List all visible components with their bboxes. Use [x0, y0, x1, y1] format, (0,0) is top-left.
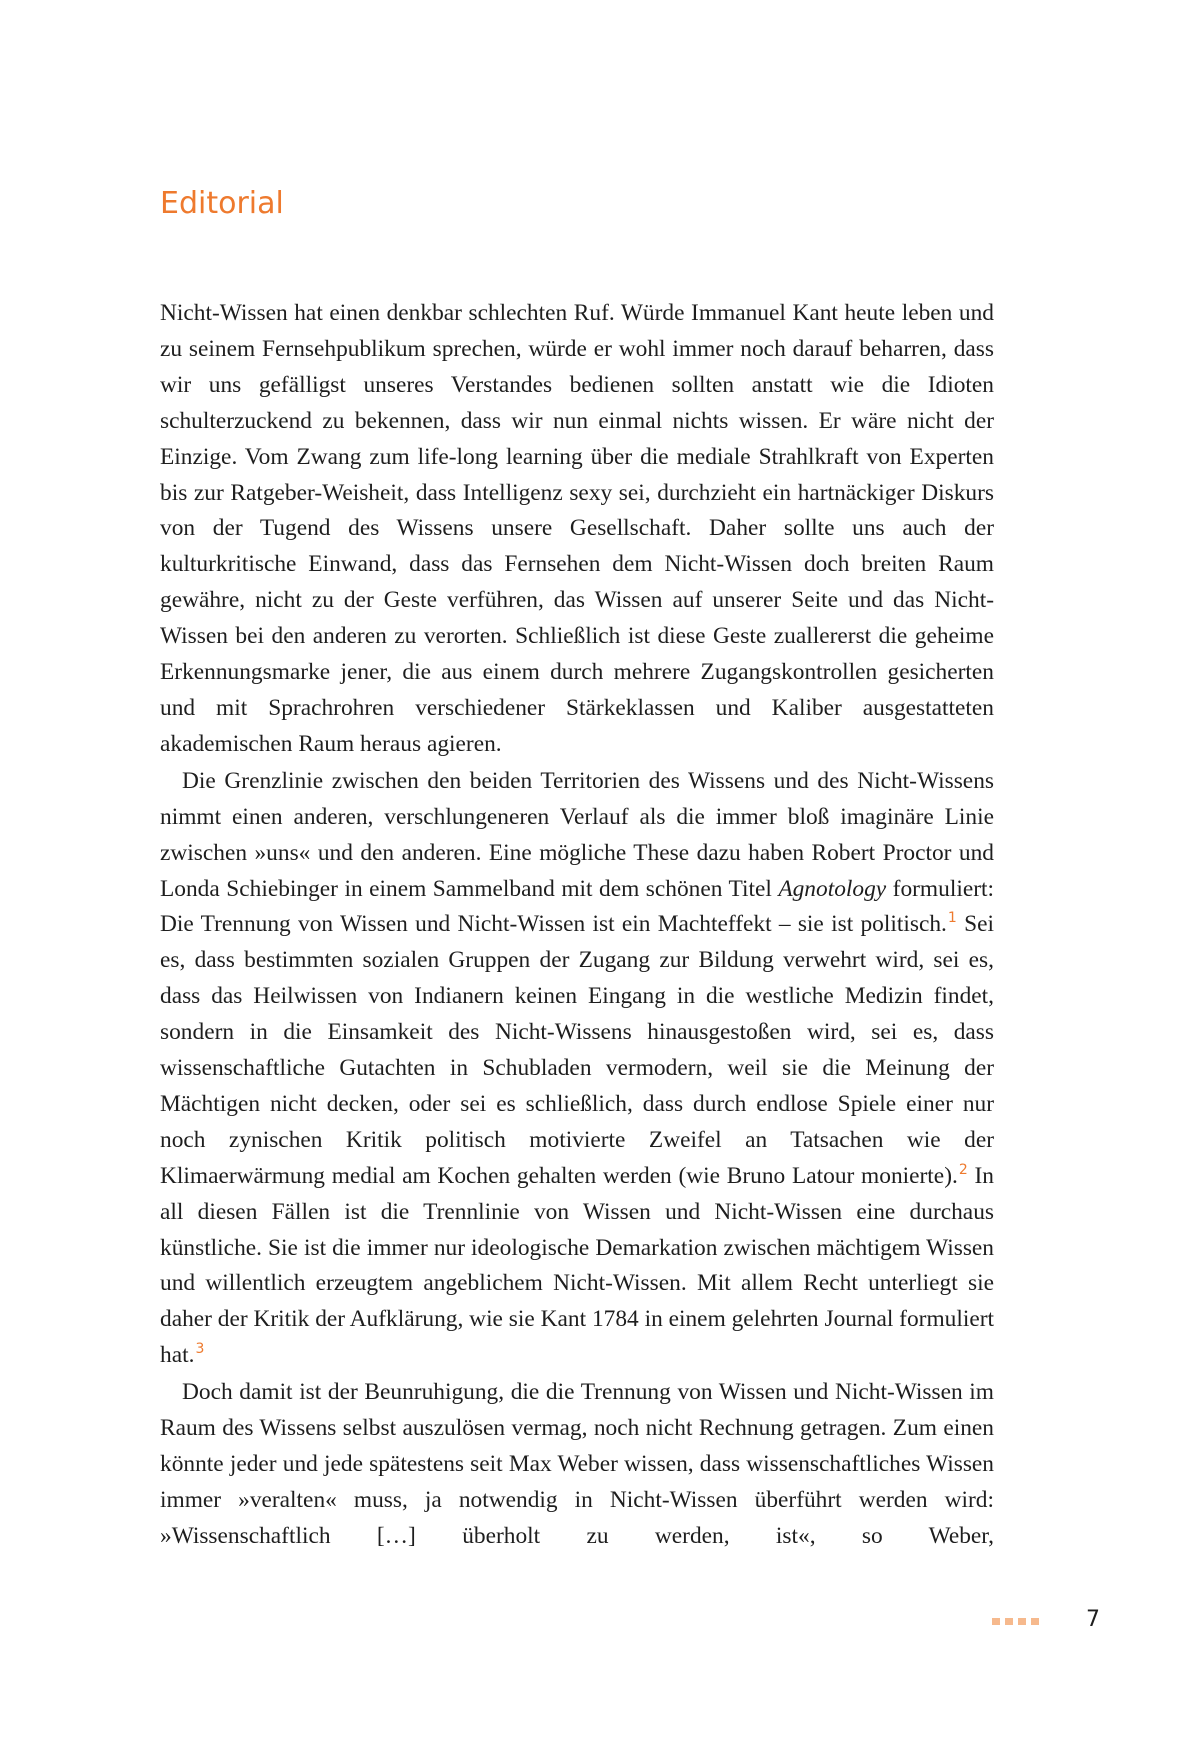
paragraph-2-text-part-3: Sei es, dass bestimmten sozialen Gruppen der Zugang zur Bildung verwehrt wird, sei es, dass das Heilwissen von Indianern keinen Eingang in die westliche Medizin findet, sondern in die Einsamkeit des Nicht-Wissens hinausgestoßen wird, sei es, dass wissenschaftliche Gutachten in Schubladen vermodern, weil sie die Meinung der Mächtigen nicht decken, oder sei es schließlich, dass durch endlose Spiele einer nur noch zynischen Kritik politisch motivierte Zweifel an Tatsachen wie der Klimaerwärmung medial am Kochen gehalten werden (wie Bruno Latour monierte).: [160, 911, 994, 1189]
paragraph-1-text: Nicht-Wissen hat einen denkbar schlechten Ruf. Würde Immanuel Kant heute leben und zu seinem Fernsehpublikum sprechen, würde er wohl immer noch darauf beharren, dass wir uns gefälligst unseres Verstandes bedienen sollten anstatt wie die Idioten schulterzuckend zu bekennen, dass wir nun einmal nichts wissen. Er wäre nicht der Einzige. Vom Zwang zum life-long learning über die mediale Strahlkraft von Experten bis zur Ratgeber-Weisheit, dass Intelligenz sexy sei, durchzieht ein hartnäckiger Diskurs von der Tugend des Wissens unsere Gesellschaft. Daher sollte uns auch der kulturkritische Einwand, dass das Fernsehen dem Nicht-Wissen doch breiten Raum gewähre, nicht zu der Geste verführen, das Wissen auf unserer Seite und das Nicht-Wissen bei den anderen zu verorten. Schließlich ist diese Geste zuallererst die geheime Erkennungsmarke jener, die aus einem durch mehrere Zugangskontrollen gesicherten und mit Sprachrohren verschiedener Stärkeklassen und Kaliber ausgestatteten akademischen Raum heraus agieren.: [160, 300, 994, 757]
paragraph-2-text-part-1: Die Grenzlinie zwischen den beiden Territorien des Wissens und des Nicht-Wissens nimmt einen anderen, verschlungeneren Verlauf als die immer bloß imaginäre Linie zwischen »uns« und den anderen. Eine mögliche These dazu haben Robert Proctor und Londa Schiebinger in einem Sammelband mit dem schönen Titel: [160, 767, 994, 902]
page-number: 7: [1086, 1607, 1100, 1632]
page-ornament: [992, 1618, 1039, 1625]
ornament-square: [992, 1618, 1000, 1625]
ornament-square: [1018, 1618, 1026, 1625]
ornament-square: [1031, 1618, 1039, 1625]
ornament-square: [1005, 1618, 1013, 1625]
body-text: [160, 296, 994, 1555]
paragraph-1: [160, 296, 994, 763]
paragraph-2-text-part-2: formuliert: Die Trennung von Wissen und Nicht-Wissen ist ein Machteffekt – sie ist politisch.: [160, 875, 994, 938]
footnote-marker-3[interactable]: 3: [195, 1341, 205, 1358]
footnote-marker-2[interactable]: 2: [958, 1161, 968, 1178]
book-title-agnotology: Agnotology: [778, 875, 887, 902]
paragraph-3-text: Doch damit ist der Beunruhigung, die die Trennung von Wissen und Nicht-Wissen im Raum des Wissens selbst auszulösen vermag, noch nicht Rechnung getragen. Zum einen könnte jeder und jede spätestens seit Max Weber wissen, dass wissenschaftliches Wissen immer »veralten« muss, ja notwendig in Nicht-Wissen überführt werden wird: »Wissenschaftlich […] überholt zu werden, ist«, so Weber,: [160, 1379, 994, 1549]
paragraph-3: [160, 1375, 994, 1555]
paragraph-2-text-part-4: In all diesen Fällen ist die Trennlinie von Wissen und Nicht-Wissen eine durchaus künstliche. Sie ist die immer nur ideologische Demarkation zwischen mächtigem Wissen und willentlich erzeugtem angeblichem Nicht-Wissen. Mit allem Recht unterliegt sie daher der Kritik der Aufklärung, wie sie Kant 1784 in einem gelehrten Journal formuliert hat.: [160, 1162, 995, 1369]
page-title: Editorial: [160, 186, 284, 221]
footnote-marker-1[interactable]: 1: [947, 910, 957, 927]
paragraph-2: [160, 764, 994, 1374]
